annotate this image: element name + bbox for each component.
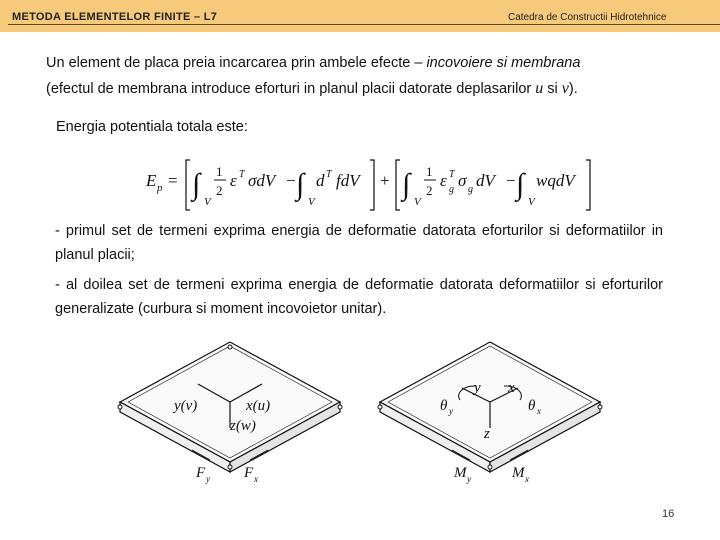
integral-4: ∫: [516, 168, 525, 201]
integral-1-domain: V: [204, 196, 211, 208]
minus-1: −: [286, 171, 296, 190]
theta-x-label: θ: [528, 398, 536, 414]
term1-eps: ε: [230, 171, 237, 190]
term2-sup: T: [326, 169, 332, 180]
theta-y-label: θ: [440, 398, 448, 414]
fx-label: F: [244, 465, 254, 481]
intro-emphasis: incovoiere si membrana: [426, 55, 581, 71]
bracket-open-2: [396, 160, 400, 210]
term3-sub: g: [449, 184, 454, 195]
intro-part3: ).: [568, 81, 578, 97]
frac-1-den: 2: [216, 183, 223, 198]
corner-node: [338, 405, 342, 409]
fx-sub: x: [254, 474, 258, 484]
my-sub: y: [467, 474, 471, 484]
term3-sigma-sub: g: [468, 184, 473, 195]
term2-rest: fdV: [336, 171, 360, 190]
corner-node: [378, 405, 382, 409]
bracket-open-1: [186, 160, 190, 210]
x-label-left: x(u): [246, 398, 271, 414]
z-label-right: z: [484, 426, 490, 442]
intro-paragraph: [46, 50, 686, 102]
bullet-bending: - al doilea set de termeni exprima energia de deformatie datorata deformatiilor si eforturilor generalizate (curbura si moment incovoietor unitar).: [55, 277, 663, 317]
fy-label: F: [196, 465, 206, 481]
mx-sub: x: [525, 474, 529, 484]
corner-node: [228, 465, 232, 469]
bracket-close-2: [586, 160, 590, 210]
intro-part1: Un element de placa preia incarcarea prin ambele efecte –: [46, 55, 427, 71]
term3-sigma: σ: [458, 171, 467, 190]
mx-label: M: [512, 465, 525, 481]
formula-lhs: E: [146, 171, 157, 190]
fy-sub: y: [206, 474, 210, 484]
term1-sup: T: [239, 169, 245, 180]
x-label-right: x: [508, 380, 515, 396]
term3-eps: ε: [440, 171, 447, 190]
energy-label: Energia potentiala totala este:: [56, 119, 248, 135]
plate-diagrams: [110, 330, 630, 490]
y-label-right: y: [474, 380, 481, 396]
bullet-membrane: - primul set de termeni exprima energia de deformatie datorata eforturilor si deformatiilor in planul placii;: [55, 223, 663, 263]
corner-node: [228, 345, 232, 349]
plus-sign: +: [380, 171, 390, 190]
my-label: M: [454, 465, 467, 481]
frac-1-num: 1: [216, 164, 223, 179]
integral-2-domain: V: [308, 196, 315, 208]
minus-2: −: [506, 171, 516, 190]
integral-3-domain: V: [414, 196, 421, 208]
intro-conj: si: [543, 81, 562, 97]
integral-1: ∫: [192, 168, 201, 201]
bracket-close-1: [370, 160, 374, 210]
integral-2: ∫: [296, 168, 305, 201]
department-name: Catedra de Constructii Hidrotehnice: [508, 12, 667, 23]
course-title: METODA ELEMENTELOR FINITE – L7: [12, 11, 218, 23]
page-number: 16: [662, 508, 675, 520]
formula-lhs-sub: p: [157, 182, 163, 194]
formula-equals: =: [168, 171, 178, 190]
corner-node: [488, 465, 492, 469]
var-u: u: [535, 80, 544, 97]
term2-d: d: [316, 171, 325, 190]
z-label-left: z(w): [230, 418, 256, 434]
potential-energy-formula: [144, 148, 594, 214]
corner-node: [598, 405, 602, 409]
term3-rest: dV: [476, 171, 495, 190]
var-v: v: [561, 80, 569, 97]
membrane-plate-figure: [118, 342, 342, 484]
theta-x-sub: x: [537, 406, 541, 416]
term3-sup: T: [449, 169, 455, 180]
bending-plate-figure: [378, 342, 602, 484]
y-label-left: y(v): [174, 398, 198, 414]
intro-part2: (efectul de membrana introduce eforturi in planul placii datorate deplasarilor: [46, 81, 536, 97]
theta-y-sub: y: [449, 406, 453, 416]
term1-rest: σdV: [248, 171, 276, 190]
term4-rest: wqdV: [536, 171, 575, 190]
header-rule: [8, 24, 720, 25]
frac-2-num: 1: [426, 164, 433, 179]
integral-3: ∫: [402, 168, 411, 201]
frac-2-den: 2: [426, 183, 433, 198]
corner-node: [118, 405, 122, 409]
integral-4-domain: V: [528, 196, 535, 208]
